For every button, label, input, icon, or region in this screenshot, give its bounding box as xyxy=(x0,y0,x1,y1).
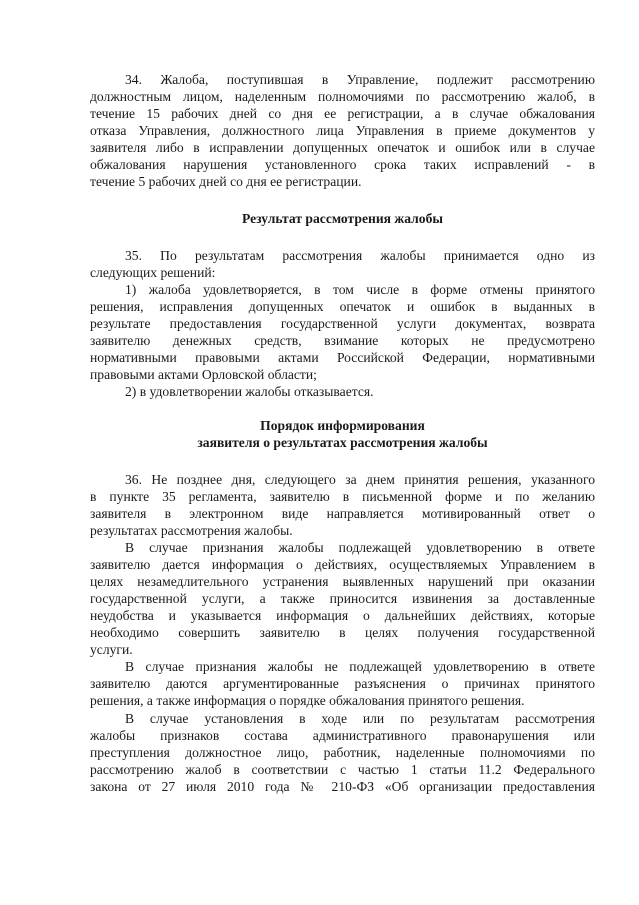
item-1-line-2: решения, исправления допущенных опечаток и ошибок в выданных в xyxy=(90,299,595,314)
paragraph-36c-line-3: решения, а также информация о порядке обжалования принятого решения. xyxy=(90,693,525,708)
paragraph-36d-line-4: рассмотрению жалоб в соответствии с частью 1 статьи 11.2 Федерального xyxy=(90,762,595,777)
paragraph-35-line-2: следующих решений: xyxy=(90,265,216,280)
paragraph-36c-line-1: В случае признания жалобы не подлежащей удовлетворению в ответе xyxy=(125,659,595,674)
section-heading-informing-line-1: Порядок информирования xyxy=(260,418,425,433)
section-heading-informing-line-2: заявителя о результатах рассмотрения жалобы xyxy=(197,435,488,450)
paragraph-34-line-6: обжалования нарушения установленного срока таких исправлений - в xyxy=(90,157,595,172)
item-1-line-5: нормативными правовыми актами Российской Федерации, нормативными xyxy=(90,350,595,365)
paragraph-36b-line-3: целях незамедлительного устранения выявленных нарушений при оказании xyxy=(90,574,595,589)
paragraph-34-line-1: 34. Жалоба, поступившая в Управление, подлежит рассмотрению xyxy=(125,72,595,87)
section-heading-result: Результат рассмотрения жалобы xyxy=(241,211,444,226)
paragraph-36b-line-2: заявителю дается информация о действиях, осуществляемых Управлением в xyxy=(90,557,595,572)
paragraph-34-line-7: течение 5 рабочих дней со дня ее регистрации. xyxy=(90,174,362,189)
paragraph-36d-line-2: жалобы признаков состава административного правонарушения или xyxy=(90,728,595,743)
paragraph-36c-line-2: заявителю даются аргументированные разъяснения о причинах принятого xyxy=(90,676,595,691)
paragraph-34-line-3: течение 15 рабочих дней со дня ее регистрации, а в случае обжалования xyxy=(90,106,595,121)
item-1-line-3: результате предоставления государственной услуги документах, возврата xyxy=(90,316,595,331)
paragraph-36d-line-5: закона от 27 июля 2010 года № 210-ФЗ «Об организации предоставления xyxy=(90,779,595,794)
item-2-line-1: 2) в удовлетворении жалобы отказывается. xyxy=(125,384,374,399)
paragraph-34-line-2: должностным лицом, наделенным полномочиями по рассмотрению жалоб, в xyxy=(90,89,595,104)
item-1-line-6: правовыми актами Орловской области; xyxy=(90,367,317,382)
paragraph-36b-line-5: неудобства и указывается информация о дальнейших действиях, которые xyxy=(90,608,595,623)
item-1-line-1: 1) жалоба удовлетворяется, в том числе в форме отмены принятого xyxy=(125,282,595,297)
paragraph-36-line-3: заявителя в электронном виде направляется мотивированный ответ о xyxy=(90,506,595,521)
paragraph-36d-line-3: преступления должностное лицо, работник, наделенные полномочиями по xyxy=(90,745,595,760)
paragraph-36b-line-4: государственной услуги, а также приносится извинения за доставленные xyxy=(90,591,595,606)
paragraph-36-line-2: в пункте 35 регламента, заявителю в письменной форме и по желанию xyxy=(90,489,595,504)
item-1-line-4: заявителю денежных средств, взимание которых не предусмотрено xyxy=(90,333,595,348)
paragraph-36b-line-7: услуги. xyxy=(90,642,133,657)
paragraph-36b-line-6: необходимо совершить заявителю в целях получения государственной xyxy=(90,625,595,640)
paragraph-36b-line-1: В случае признания жалобы подлежащей удовлетворению в ответе xyxy=(125,540,595,555)
paragraph-34-line-4: отказа Управления, должностного лица Управления в приеме документов у xyxy=(90,123,595,138)
paragraph-36d-line-1: В случае установления в ходе или по результатам рассмотрения xyxy=(125,711,595,726)
paragraph-35-line-1: 35. По результатам рассмотрения жалобы принимается одно из xyxy=(125,248,595,263)
paragraph-36-line-1: 36. Не позднее дня, следующего за днем принятия решения, указанного xyxy=(125,472,595,487)
paragraph-34-line-5: заявителя либо в исправлении допущенных опечаток и ошибок или в случае xyxy=(90,140,595,155)
paragraph-36-line-4: результатах рассмотрения жалобы. xyxy=(90,523,293,538)
